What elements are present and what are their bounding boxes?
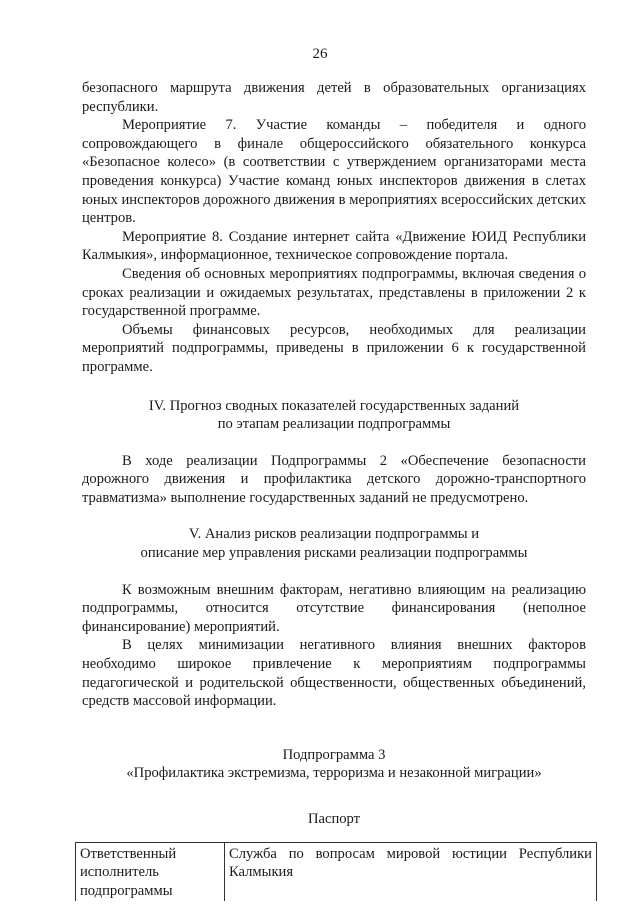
paragraph-route-end: безопасного маршрута движения детей в образовательных организациях республики. [82,80,586,115]
passport-table [75,842,597,902]
page-number: 26 [312,46,328,62]
paragraph-measures-info: Сведения об основных мероприятиях подпрограммы, включая сведения о сроках реализации и ожидаемых результатах, представлены в приложении 2 к государственной программе. [82,265,586,320]
section-4-text: В ходе реализации Подпрограммы 2 «Обеспечение безопасности дорожного движения и профилактика детского дорожно-транспортного травматизма» выполнение государственных заданий не предусмотрено. [82,452,586,506]
subprogram-title: Подпрограмма 3 [282,746,386,763]
passport-label: Паспорт [307,811,361,827]
passport-row-label: Ответственный исполнитель подпрограммы [76,842,225,901]
paragraph-measure-7: Мероприятие 7. Участие команды – победителя и одного сопровождающего в финале общероссийского обязательного конкурса «Безопасное колесо» (в соответствии с утверждением организаторами места проведения конкурса) Участие команд юных инспекторов движения в слетах юных инспекторов дорожного движения в мероприятиях всероссийских детских центров. [82,117,586,227]
page-body [80,79,592,901]
section-4-heading-line-1: IV. Прогноз сводных показателей государственных заданий [148,397,520,414]
section-4-heading-line-2: по этапам реализации подпрограммы [217,416,451,433]
paragraph-financing: Объемы финансовых ресурсов, необходимых для реализации мероприятий подпрограммы, приведены в приложении 6 к государственной программе. [82,321,586,375]
passport-row-value: Служба по вопросам мировой юстиции Республики Калмыкия [225,842,597,901]
section-5-text-2: В целях минимизации негативного влияния внешних факторов необходимо широкое привлечение к мероприятиям подпрограммы педагогической и родительской общественности, общественных объединений, средств массовой информации. [82,637,586,710]
section-5-text-1: К возможным внешним факторам, негативно влияющим на реализацию подпрограммы, относится отсутствие финансирования (неполное финансирование) мероприятий. [82,581,586,635]
section-5-heading-line-2: описание мер управления рисками реализации подпрограммы [140,545,528,562]
paragraph-measure-8: Мероприятие 8. Создание интернет сайта «Движение ЮИД Республики Калмыкия», информационное, техническое сопровождение портала. [82,228,586,264]
section-5-heading-line-1: V. Анализ рисков реализации подпрограммы и [188,526,480,543]
table-row [76,842,597,901]
subprogram-name: «Профилактика экстремизма, терроризма и незаконной миграции» [126,765,542,782]
